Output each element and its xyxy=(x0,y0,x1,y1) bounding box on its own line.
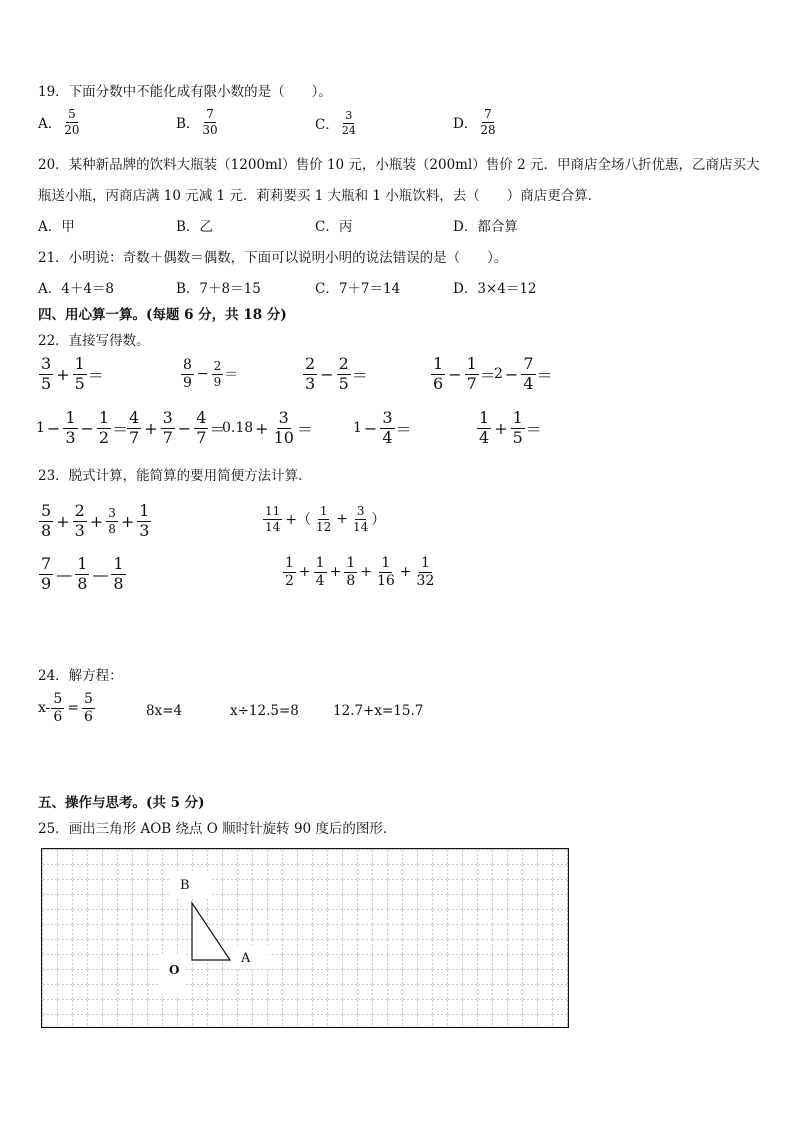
q22-r1-e2: $\frac{8}{9}$ − $\frac{2}{9}$ ＝ xyxy=(183,357,239,391)
label-b: B xyxy=(180,878,190,893)
q22-r1-e3: $\frac{2}{3}$ − $\frac{2}{5}$ ＝ xyxy=(305,354,368,393)
question-21-text: 21．小明说：奇数＋偶数＝偶数，下面可以说明小明的说法错误的是（ ）。 xyxy=(38,250,508,266)
fraction: $\frac{3}{10}$ xyxy=(273,408,294,447)
fraction: $\frac{3}{8}$ xyxy=(108,506,116,536)
option-label: A． xyxy=(38,116,62,133)
question-19-text: 19．下面分数中不能化成有限小数的是（ ）。 xyxy=(38,84,332,100)
fraction: $\frac{2}{5}$ xyxy=(338,354,349,393)
fraction: $\frac{3}{4}$ xyxy=(382,408,393,447)
q24-eq-4: 12.7+x=15.7 xyxy=(333,703,424,719)
label-bg-b xyxy=(170,872,210,898)
label-a: A xyxy=(241,951,251,966)
q20-option-a[interactable]: A．甲 xyxy=(38,219,75,235)
q21-option-c[interactable]: C．7＋7＝14 xyxy=(315,281,401,297)
fraction: $\frac{1}{2}$ xyxy=(98,408,110,447)
fraction: $\frac{5}{8}$ xyxy=(41,501,52,540)
question-25-text: 25．画出三角形 AOB 绕点 O 顺时针旋转 90 度后的图形． xyxy=(38,821,397,837)
q20-option-d[interactable]: D．都合算 xyxy=(453,219,518,235)
grid-svg xyxy=(41,848,569,1028)
fraction: $\frac{1}{5}$ xyxy=(74,354,85,393)
q22-r2-e3: 0.18 + $\frac{3}{10}$ ＝ xyxy=(222,408,313,447)
fraction: $\frac{5}{6}$ xyxy=(53,691,63,725)
fraction: $\frac{4}{7}$ xyxy=(129,408,140,447)
q23-expr-b: $\frac{11}{14}$ +（ $\frac{1}{12}$ + $\frac{3}{14}$ ） xyxy=(265,504,386,534)
fraction: $\frac{8}{9}$ xyxy=(183,357,192,391)
fraction: $\frac{2}{9}$ xyxy=(213,359,222,389)
q24-eq-2: 8x=4 xyxy=(146,703,183,719)
fraction: $\frac{2}{3}$ xyxy=(74,501,85,540)
fraction: $\frac{1}{2}$ xyxy=(285,555,294,589)
fraction: $\frac{1}{8}$ xyxy=(346,555,356,589)
q23-expr-d: $\frac{1}{2}$ + $\frac{1}{4}$ + $\frac{1}{8}$ + $\frac{1}{16}$ + $\frac{1}{32}$ xyxy=(285,555,435,589)
q22-r1-e4: $\frac{1}{6}$ − $\frac{1}{7}$ ＝ xyxy=(433,354,496,393)
fraction: $\frac{1}{4}$ xyxy=(315,555,325,589)
label-o: O xyxy=(169,963,180,977)
fraction: $\frac{1}{16}$ xyxy=(376,555,395,589)
fraction: $\frac{3}{24}$ xyxy=(341,109,356,137)
question-20-line1: 20．某种新品牌的饮料大瓶装（1200ml）售价 10 元，小瓶装（200ml）售价 2 元．甲商店全场八折优惠，乙商店买大 xyxy=(38,157,760,173)
q22-r1-e1: $\frac{3}{5}$ + $\frac{1}{5}$ ＝ xyxy=(41,354,104,393)
option-label: C． xyxy=(315,117,339,134)
fraction: $\frac{7}{30}$ xyxy=(202,107,218,137)
fraction: $\frac{3}{14}$ xyxy=(353,504,369,534)
fraction: $\frac{1}{3}$ xyxy=(139,501,150,540)
q24-eq-3: x÷12.5=8 xyxy=(230,703,299,719)
fraction: $\frac{2}{3}$ xyxy=(305,354,316,393)
question-23-title: 23．脱式计算，能简算的要用简便方法计算． xyxy=(38,468,312,484)
q19-option-a[interactable] xyxy=(38,108,83,136)
q19-option-c[interactable] xyxy=(315,110,359,136)
fraction: $\frac{3}{5}$ xyxy=(41,354,52,393)
option-label: D． xyxy=(453,116,478,133)
fraction: $\frac{1}{6}$ xyxy=(433,354,444,393)
q23-expr-a: $\frac{5}{8}$ + $\frac{2}{3}$ + $\frac{3}{8}$ + $\frac{1}{3}$ xyxy=(41,501,150,540)
q22-r1-e5: 2 − $\frac{7}{4}$ ＝ xyxy=(494,354,553,393)
question-22-title: 22．直接写得数。 xyxy=(38,333,150,349)
rotation-grid[interactable] xyxy=(41,848,569,1028)
fraction: $\frac{7}{28}$ xyxy=(480,107,496,137)
question-24-title: 24．解方程： xyxy=(38,668,123,684)
q19-option-d[interactable] xyxy=(453,108,499,136)
q20-option-b[interactable]: B．乙 xyxy=(176,219,213,235)
fraction: $\frac{1}{32}$ xyxy=(416,555,435,589)
q22-r2-e1: 1 − $\frac{1}{3}$ − $\frac{1}{2}$ ＝ xyxy=(36,408,129,447)
q21-option-d[interactable]: D．3×4＝12 xyxy=(453,281,537,297)
fraction: $\frac{3}{7}$ xyxy=(162,408,173,447)
fraction: $\frac{1}{8}$ xyxy=(113,554,124,593)
q20-option-c[interactable]: C．丙 xyxy=(315,219,353,235)
question-20-line2: 瓶送小瓶，丙商店满 10 元减 1 元．莉莉要买 1 大瓶和 1 小瓶饮料，去（ ）商店更合算． xyxy=(38,188,602,204)
fraction: $\frac{1}{7}$ xyxy=(466,354,477,393)
q21-option-a[interactable]: A．4＋4＝8 xyxy=(38,281,115,297)
fraction: $\frac{11}{14}$ xyxy=(265,504,281,534)
option-label: B． xyxy=(176,116,200,133)
fraction: $\frac{7}{4}$ xyxy=(523,354,534,393)
q22-r2-e4: 1 − $\frac{3}{4}$ ＝ xyxy=(353,408,412,447)
fraction: $\frac{4}{7}$ xyxy=(196,408,207,447)
fraction: $\frac{7}{9}$ xyxy=(41,554,52,593)
section-4-title: 四、用心算一算。(每题 6 分，共 18 分) xyxy=(38,307,287,323)
fraction: $\frac{1}{5}$ xyxy=(512,408,523,447)
q21-option-b[interactable]: B．7＋8＝15 xyxy=(176,281,261,297)
fraction: $\frac{5}{6}$ xyxy=(84,691,93,725)
fraction: $\frac{5}{20}$ xyxy=(64,107,80,137)
q23-expr-c: $\frac{7}{9}$ — $\frac{1}{8}$ — $\frac{1}{8}$ xyxy=(41,554,124,593)
q22-r2-e5: $\frac{1}{4}$ + $\frac{1}{5}$ ＝ xyxy=(479,408,542,447)
q19-option-b[interactable] xyxy=(176,108,221,136)
q24-eq-1: x- $\frac{5}{6}$ = $\frac{5}{6}$ xyxy=(38,691,93,725)
fraction: $\frac{1}{4}$ xyxy=(479,408,490,447)
fraction: $\frac{1}{8}$ xyxy=(77,554,88,593)
fraction: $\frac{1}{12}$ xyxy=(316,504,332,534)
fraction: $\frac{1}{3}$ xyxy=(65,408,76,447)
q22-r2-e2: $\frac{4}{7}$ + $\frac{3}{7}$ − $\frac{4}{7}$ ＝ xyxy=(129,408,226,447)
section-5-title: 五、操作与思考。(共 5 分) xyxy=(38,795,205,811)
